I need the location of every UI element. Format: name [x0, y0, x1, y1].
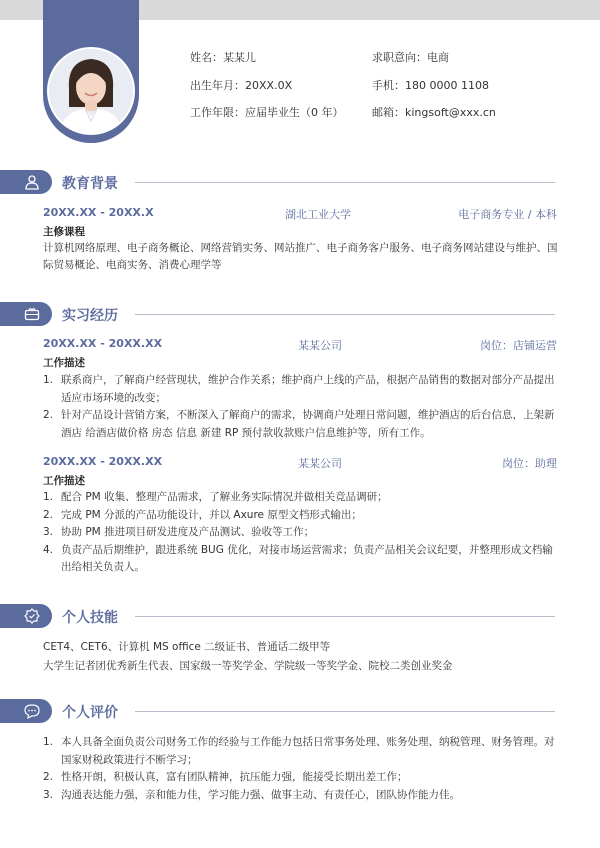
education-major: 电子商务专业 / 本科: [458, 208, 557, 221]
skills-tab: [0, 604, 52, 628]
job2-company: 某某公司: [298, 457, 342, 470]
skills-title: 个人技能: [62, 610, 118, 626]
phone-label: 手机：: [372, 79, 405, 92]
evaluation-title: 个人评价: [62, 705, 118, 721]
internship-title: 实习经历: [62, 308, 118, 324]
job1-position: 岗位：店铺运营: [480, 339, 557, 352]
job2-desc-list: [43, 489, 558, 577]
badge-icon: [24, 608, 40, 624]
birth-line: [190, 77, 292, 93]
intent-label: 求职意向：: [372, 51, 427, 64]
education-title: 教育背景: [62, 176, 118, 192]
evaluation-tab: [0, 699, 52, 723]
email-value[interactable]: kingsoft@xxx.cn: [405, 106, 496, 119]
skills-divider: [135, 616, 555, 617]
skills-line: 大学生记者团优秀新生代表、国家级一等奖学金、学院级一等奖学金、院校二类创业奖金: [43, 660, 453, 672]
skills-list: [43, 638, 558, 676]
avatar-portrait-icon: [49, 49, 133, 133]
intent-line: [372, 49, 449, 65]
name-line: [190, 49, 256, 65]
job2-date: 20XX.XX - 20XX.XX: [43, 455, 163, 468]
graduate-icon: [24, 174, 40, 190]
avatar: [47, 47, 135, 135]
list-item: 1. 配合 PM 收集、整理产品需求，了解业务实际情况并做相关竞品调研；: [43, 491, 388, 503]
birth-label: 出生年月：: [190, 79, 245, 92]
list-item: 1. 本人具备全面负责公司财务工作的经验与工作能力包括日常事务处理、账务处理、纳税管理、财务管理。对国家财税政策进行不断学习；: [43, 736, 555, 766]
skills-line: CET4、CET6、计算机 MS office 二级证书、普通话二级甲等: [43, 641, 331, 653]
phone-value: 180 0000 1108: [405, 79, 489, 92]
work-years-label: 工作年限：: [190, 106, 245, 119]
course-list: 计算机网络原理、电子商务概论、网络营销实务、网站推广、电子商务客户服务、电子商务网站建设与维护、国际贸易概论、电商实务、消费心理学等: [43, 242, 558, 271]
job1-desc-list: [43, 372, 558, 442]
job2-desc-title: 工作描述: [43, 475, 85, 487]
work-years-line: [190, 104, 344, 120]
email-label: 邮箱：: [372, 106, 405, 119]
phone-line: [372, 77, 489, 93]
education-school: 湖北工业大学: [285, 208, 351, 221]
briefcase-icon: [24, 306, 40, 322]
education-divider: [135, 182, 555, 183]
email-line: [372, 104, 496, 120]
course-title: 主修课程: [43, 226, 85, 238]
intent-value: 电商: [427, 51, 449, 64]
list-item: 1. 联系商户，了解商户经营现状，维护合作关系；维护商户上线的产品，根据产品销售的数据对部分产品提出适应市场环境的改变；: [43, 374, 555, 404]
job1-date: 20XX.XX - 20XX.XX: [43, 337, 163, 350]
list-item: 2. 性格开朗，积极认真，富有团队精神，抗压能力强，能接受长期出差工作；: [43, 771, 408, 783]
birth-value: 20XX.0X: [245, 79, 293, 92]
list-item: 3. 沟通表达能力强，亲和能力佳，学习能力强、做事主动、有责任心，团队协作能力佳。: [43, 788, 460, 801]
internship-divider: [135, 314, 555, 315]
chat-bubble-icon: [24, 703, 40, 719]
internship-tab: [0, 302, 52, 326]
list-item: 3. 协助 PM 推进项目研发进度及产品测试、验收等工作；: [43, 526, 315, 538]
work-years-value: 应届毕业生（0 年）: [245, 106, 344, 119]
list-item: 2. 完成 PM 分派的产品功能设计，并以 Axure 原型文档形式输出；: [43, 508, 362, 521]
education-date: 20XX.XX - 20XX.X: [43, 206, 154, 219]
education-tab: [0, 170, 52, 194]
job1-company: 某某公司: [298, 339, 342, 352]
list-item: 2. 针对产品设计营销方案，不断深入了解商户的需求，协调商户处理日常问题，维护酒店的后台信息，上架新酒店 给酒店做价格 房态 信息 新建 RP 预付款收款账户信息维护等，所有工作。: [43, 409, 555, 439]
name-label: 姓名：: [190, 51, 223, 64]
job1-desc-title: 工作描述: [43, 357, 85, 369]
name-value: 某某儿: [223, 51, 256, 64]
evaluation-divider: [135, 711, 555, 712]
evaluation-list: [43, 734, 558, 804]
list-item: 4. 负责产品后期维护，跟进系统 BUG 优化，对接市场运营需求；负责产品相关会议纪要，并整理形成文档输出给相关负责人。: [43, 543, 553, 573]
job2-position: 岗位：助理: [502, 457, 557, 470]
